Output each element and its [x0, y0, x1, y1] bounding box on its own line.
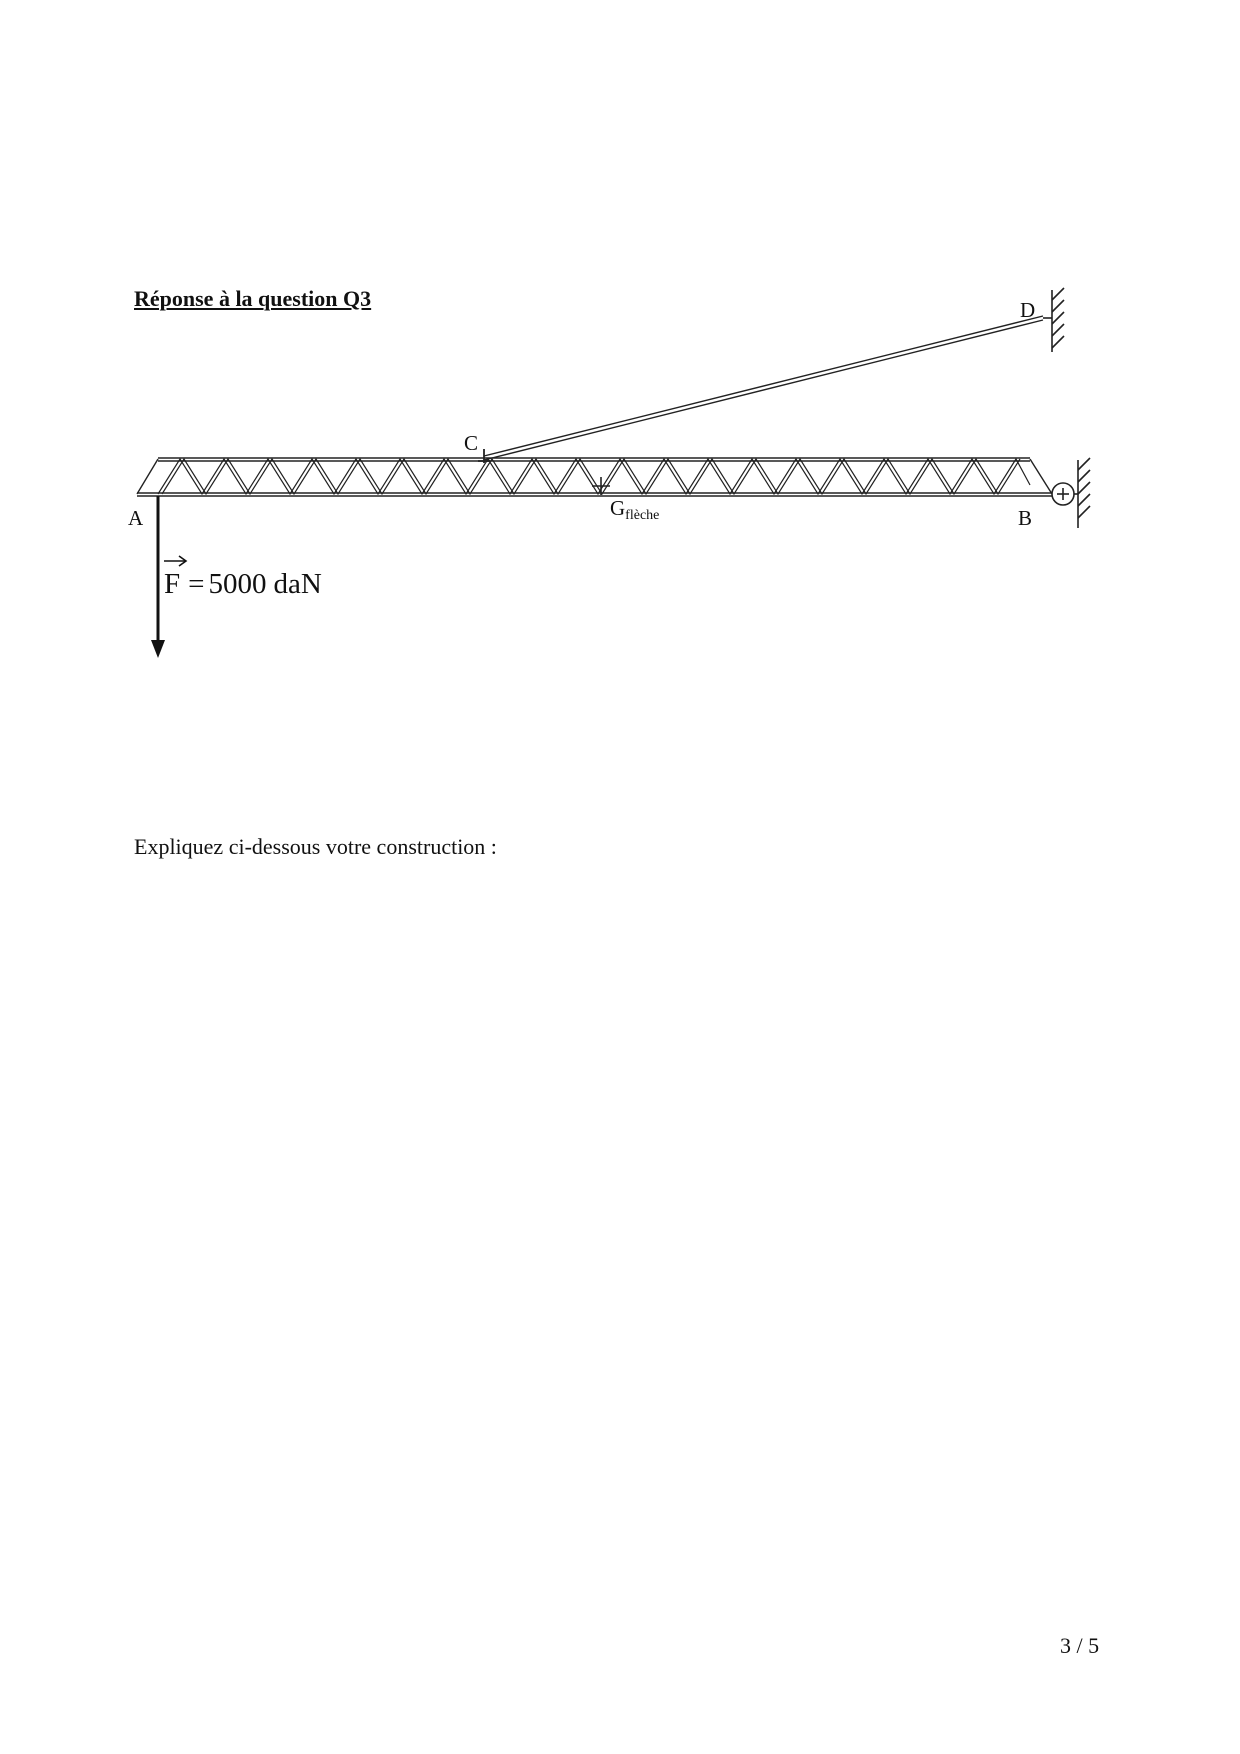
gravity-center-main: G: [610, 496, 626, 520]
force-value: 5000: [208, 568, 267, 600]
point-label-c: C: [464, 431, 479, 455]
crane-jib-diagram: [0, 0, 1240, 700]
attachment-c: [478, 449, 490, 463]
force-arrow: [151, 496, 165, 658]
point-label-a: A: [128, 506, 144, 530]
force-unit: daN: [273, 568, 322, 600]
truss-webs: [158, 459, 1030, 494]
point-label-b: B: [1018, 506, 1033, 530]
force-symbol: F: [164, 568, 181, 600]
force-equals: =: [188, 568, 205, 600]
truss-jib: [137, 458, 1052, 496]
section-title: Réponse à la question Q3: [134, 286, 372, 311]
force-label: [164, 568, 322, 600]
instruction-text: Expliquez ci-dessous votre construction :: [134, 834, 497, 859]
pin-support-b: [1052, 458, 1090, 528]
wall-support-d: [1043, 288, 1064, 352]
gravity-center-label: [610, 496, 659, 523]
vector-arrow-icon: [164, 556, 186, 566]
point-label-d: D: [1020, 298, 1036, 322]
gravity-center-subscript: flèche: [625, 508, 660, 523]
cable-cd: [484, 316, 1043, 460]
page-number: 3 / 5: [1060, 1633, 1100, 1658]
